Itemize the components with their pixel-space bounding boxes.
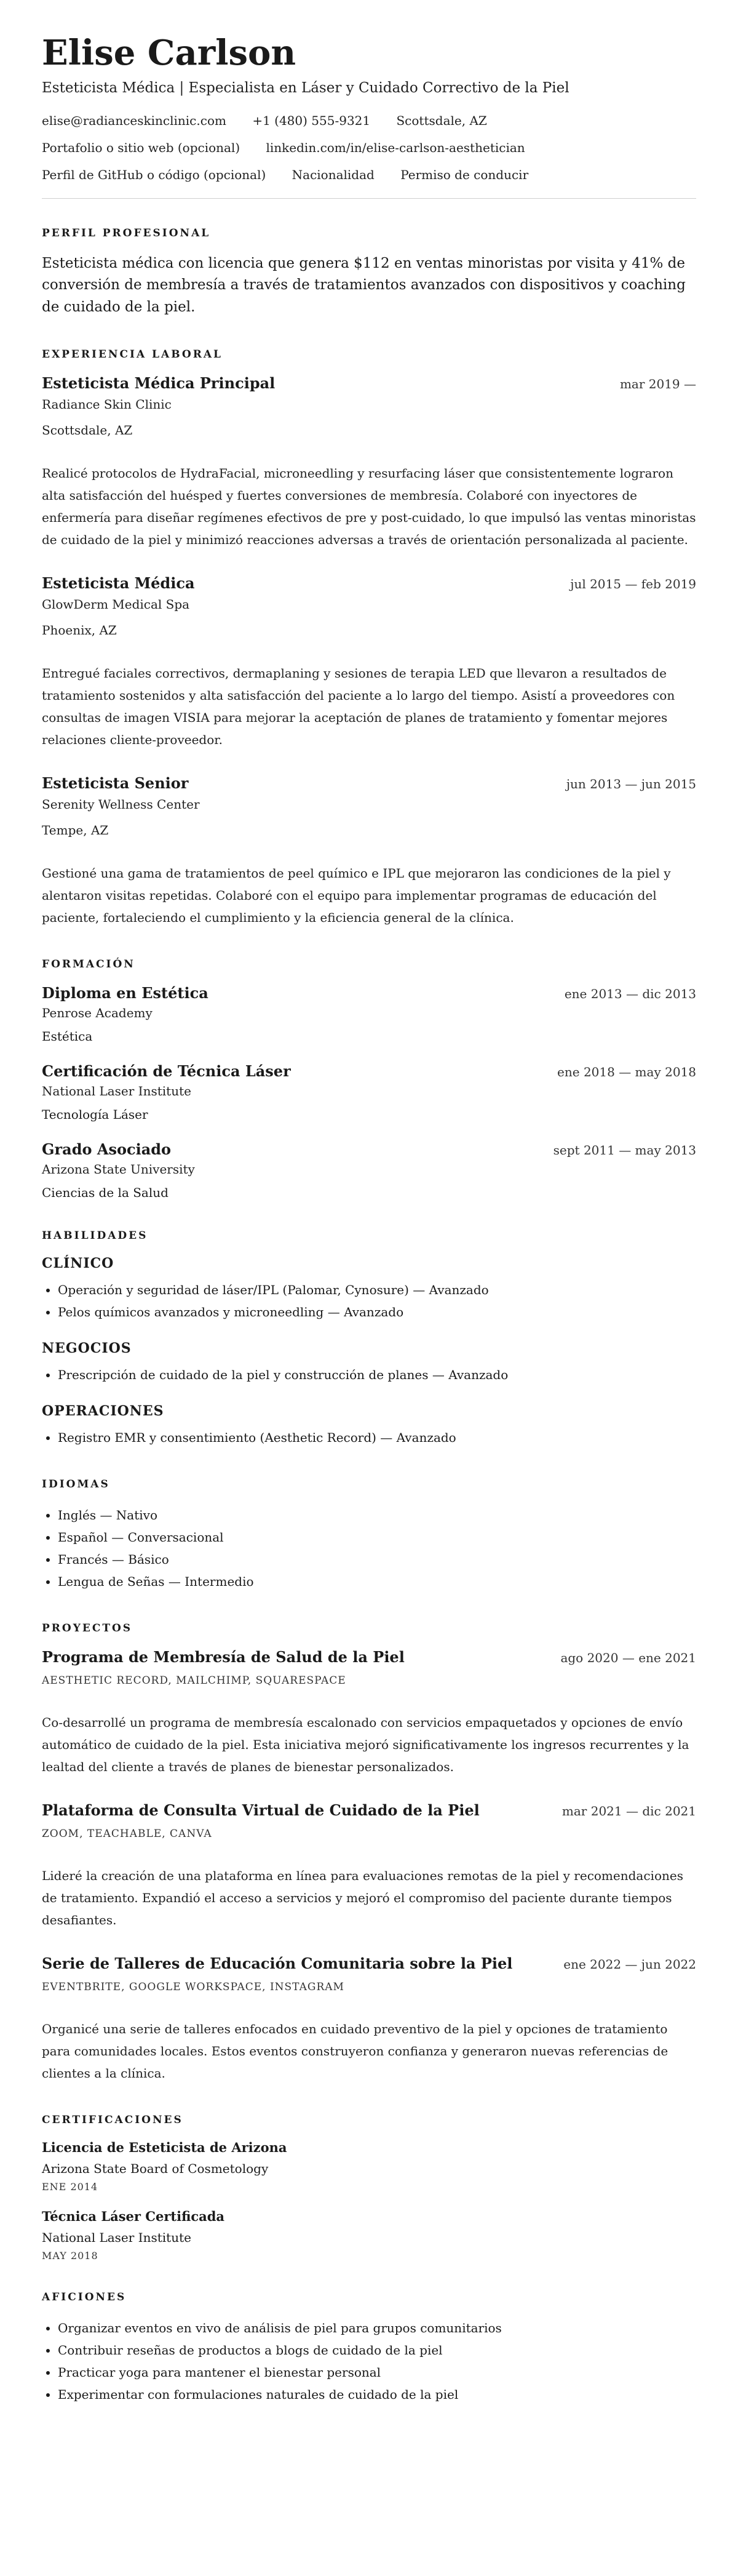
project-tech: EVENTBRITE, GOOGLE WORKSPACE, INSTAGRAM: [42, 1980, 344, 1993]
experience-entry: [42, 574, 696, 751]
education-date: ene 2018 — may 2018: [557, 1064, 696, 1079]
project-tech: AESTHETIC RECORD, MAILCHIMP, SQUARESPACE: [42, 1674, 346, 1687]
portfolio-link[interactable]: Portafolio o sitio web (opcional): [42, 140, 240, 155]
license-text: Permiso de conducir: [400, 167, 529, 182]
project-date: mar 2021 — dic 2021: [561, 1803, 696, 1818]
education-date: ene 2013 — dic 2013: [564, 986, 696, 1001]
section-title: EXPERIENCIA LABORAL: [42, 348, 223, 361]
resume-header: [42, 34, 696, 182]
degree-title: Grado Asociado: [42, 1140, 172, 1158]
job-title: Esteticista Médica: [42, 574, 195, 592]
contact-row-2: [42, 140, 696, 155]
section-title: IDIOMAS: [42, 1478, 110, 1490]
certification-entry: [42, 2140, 696, 2193]
summary-section: [42, 227, 696, 319]
project-name: Serie de Talleres de Educación Comunitaria sobre la Piel: [42, 1954, 513, 1972]
job-date: mar 2019 —: [619, 376, 696, 391]
project-entry: [42, 1954, 696, 2084]
field-of-study: Tecnología Láser: [42, 1106, 148, 1122]
job-description: Entregué faciales correctivos, dermaplaning y sesiones de terapia LED que llevaron a resultados de tratamiento sostenidos y alta satisfacción del paciente a lo largo del tiempo. Asistí a proveedores con consultas de imagen VISIA para mejorar la aceptación de planes de tratamiento y fomentar mejores relaciones cliente-proveedor.: [42, 665, 675, 747]
field-of-study: Ciencias de la Salud: [42, 1185, 169, 1200]
project-description: Organicé una serie de talleres enfocados en cuidado preventivo de la piel y opciones de tratamiento para comunidades locales. Estos eventos construyeron confianza y generaron nuevas referencias de clientes a la clínica.: [42, 2021, 669, 2081]
skill-category: OPERACIONES: [42, 1402, 164, 1419]
language-item: • Español — Conversacional: [58, 1526, 696, 1548]
skills-section: [42, 1230, 696, 1449]
headline: Esteticista Médica | Especialista en Láser y Cuidado Correctivo de la Piel: [42, 79, 569, 96]
projects-section: [42, 1622, 696, 2084]
certification-issuer: National Laser Institute: [42, 2230, 191, 2245]
hobby-item: • Organizar eventos en vivo de análisis de piel para grupos comunitarios: [58, 2317, 696, 2339]
contact-row-1: [42, 113, 696, 128]
company-name: GlowDerm Medical Spa: [42, 596, 190, 612]
hobby-list: [42, 2317, 696, 2406]
nationality-text: Nacionalidad: [292, 167, 375, 182]
language-item: • Lengua de Señas — Intermedio: [58, 1570, 696, 1593]
email-link[interactable]: elise@radianceskinclinic.com: [42, 113, 226, 128]
hobby-item: • Practicar yoga para mantener el bienestar personal: [58, 2361, 696, 2383]
job-location: Tempe, AZ: [42, 822, 109, 838]
hobbies-section: [42, 2291, 696, 2406]
certifications-section: [42, 2114, 696, 2262]
project-entry: [42, 1648, 696, 1778]
certification-entry: [42, 2209, 696, 2262]
project-date: ene 2022 — jun 2022: [563, 1956, 696, 1972]
skill-item: • Operación y seguridad de láser/IPL (Palomar, Cynosure) — Avanzado: [58, 1279, 696, 1301]
school-name: Arizona State University: [42, 1161, 195, 1177]
hobby-item: • Experimentar con formulaciones naturales de cuidado de la piel: [58, 2383, 696, 2406]
section-title: PERFIL PROFESIONAL: [42, 226, 211, 239]
job-location: Phoenix, AZ: [42, 622, 117, 638]
project-name: Programa de Membresía de Salud de la Piel: [42, 1647, 405, 1666]
certification-issuer: Arizona State Board of Cosmetology: [42, 2161, 269, 2176]
linkedin-link[interactable]: linkedin.com/in/elise-carlson-aesthetician: [266, 140, 525, 155]
job-date: jun 2013 — jun 2015: [566, 776, 696, 791]
field-of-study: Estética: [42, 1028, 93, 1044]
project-date: ago 2020 — ene 2021: [560, 1650, 696, 1665]
job-description: Gestioné una gama de tratamientos de peel químico e IPL que mejoraron las condiciones de la piel y alentaron visitas repetidas. Colaboré con el equipo para implementar programas de educación del paciente, fortaleciendo el cumplimiento y la eficiencia general de la clínica.: [42, 865, 671, 925]
languages-section: [42, 1478, 696, 1593]
project-description: Lideré la creación de una plataforma en línea para evaluaciones remotas de la piel y recomendaciones de tratamiento. Expandió el acceso a servicios y mejoró el compromiso del paciente durante tiempos desafiantes.: [42, 1868, 683, 1927]
education-entry: [42, 984, 696, 1044]
education-date: sept 2011 — may 2013: [553, 1142, 696, 1158]
education-entry: [42, 1140, 696, 1200]
language-item: • Francés — Básico: [58, 1548, 696, 1570]
language-list: [42, 1504, 696, 1593]
contact-row-3: [42, 167, 696, 182]
skill-item: • Prescripción de cuidado de la piel y construcción de planes — Avanzado: [58, 1364, 696, 1386]
certification-name: Licencia de Esteticista de Arizona: [42, 2139, 287, 2155]
skill-category: NEGOCIOS: [42, 1340, 132, 1356]
experience-entry: [42, 374, 696, 551]
skill-item: • Pelos químicos avanzados y microneedling — Avanzado: [58, 1301, 696, 1323]
company-name: Radiance Skin Clinic: [42, 396, 172, 412]
candidate-name: Elise Carlson: [42, 33, 296, 73]
certification-date: ENE 2014: [42, 2180, 98, 2193]
skill-list: [42, 1364, 696, 1386]
degree-title: Diploma en Estética: [42, 983, 208, 1002]
project-tech: ZOOM, TEACHABLE, CANVA: [42, 1827, 212, 1840]
github-link[interactable]: Perfil de GitHub o código (opcional): [42, 167, 266, 182]
certification-name: Técnica Láser Certificada: [42, 2208, 225, 2224]
company-name: Serenity Wellness Center: [42, 796, 200, 812]
language-item: • Inglés — Nativo: [58, 1504, 696, 1526]
skill-list: [42, 1426, 696, 1449]
school-name: National Laser Institute: [42, 1083, 191, 1098]
education-section: [42, 958, 696, 1200]
degree-title: Certificación de Técnica Láser: [42, 1062, 291, 1080]
education-entry: [42, 1062, 696, 1122]
skill-list: [42, 1279, 696, 1323]
section-title: FORMACIÓN: [42, 958, 135, 970]
summary-text: Esteticista médica con licencia que genera $112 en ventas minoristas por visita y 41% de conversión de membresía a través de tratamientos avanzados con dispositivos y coaching de cuidado de la piel.: [42, 255, 686, 315]
section-title: AFICIONES: [42, 2290, 127, 2303]
section-title: CERTIFICACIONES: [42, 2113, 183, 2126]
section-title: PROYECTOS: [42, 1622, 133, 1634]
experience-entry: [42, 774, 696, 929]
certification-date: MAY 2018: [42, 2249, 98, 2262]
skill-category: CLÍNICO: [42, 1255, 114, 1271]
hobby-item: • Contribuir reseñas de productos a blogs de cuidado de la piel: [58, 2339, 696, 2361]
job-date: jul 2015 — feb 2019: [570, 576, 696, 591]
job-title: Esteticista Médica Principal: [42, 374, 276, 392]
job-location: Scottsdale, AZ: [42, 422, 133, 438]
section-title: HABILIDADES: [42, 1229, 148, 1242]
project-description: Co-desarrollé un programa de membresía escalonado con servicios empaquetados y opciones de envío automático de cuidado de la piel. Esta iniciativa mejoró significativamente los ingresos recurrentes y la lealtad del cliente a través de planes de bienestar personalizados.: [42, 1714, 689, 1774]
header-divider: [42, 198, 696, 199]
location-text: Scottsdale, AZ: [396, 113, 487, 128]
experience-section: [42, 348, 696, 929]
job-description: Realicé protocolos de HydraFacial, microneedling y resurfacing láser que consistentemente lograron alta satisfacción del huésped y fuertes conversiones de membresía. Colaboré con inyectores de enfermería para diseñar regímenes efectivos de pre y post-cuidado, lo que impulsó las ventas minoristas de cuidado de la piel y minimizó reacciones adversas a través de orientación personalizada al paciente.: [42, 465, 696, 547]
phone-text: +1 (480) 555-9321: [252, 113, 371, 128]
project-name: Plataforma de Consulta Virtual de Cuidado de la Piel: [42, 1801, 480, 1819]
job-title: Esteticista Senior: [42, 774, 189, 792]
skill-item: • Registro EMR y consentimiento (Aesthetic Record) — Avanzado: [58, 1426, 696, 1449]
school-name: Penrose Academy: [42, 1005, 153, 1020]
project-entry: [42, 1801, 696, 1931]
